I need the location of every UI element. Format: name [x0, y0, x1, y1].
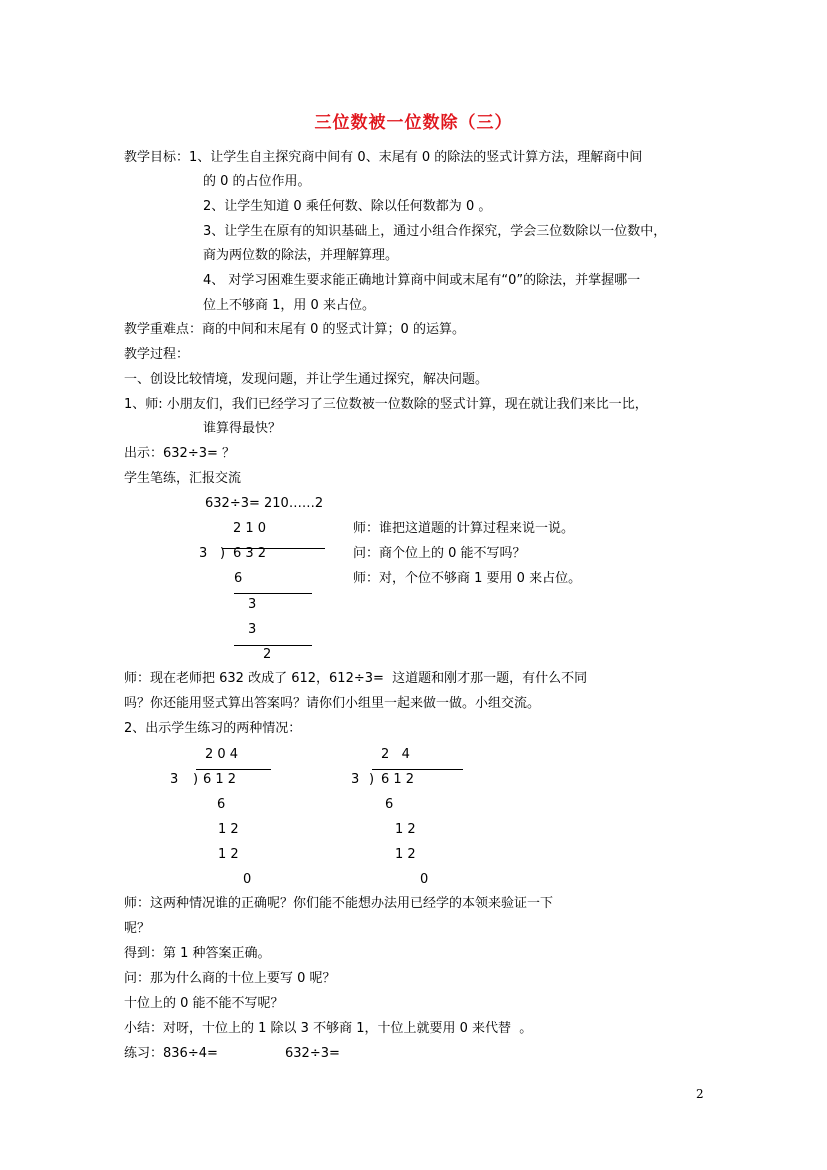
division-3-row-2: 1 2 [395, 822, 416, 837]
division-2-row-1: 6 [217, 797, 226, 812]
section-1-heading: 一、创设比较情境，发现问题，并让学生通过探究，解决问题。 [124, 372, 489, 387]
division-1-quotient: 2 1 0 [233, 521, 267, 536]
division-1-divisor: 3 [199, 546, 208, 561]
equation-1: 632÷3= 210……2 [205, 496, 324, 511]
step-2: 2、出示学生练习的两种情况： [124, 721, 302, 736]
objective-3-cont: 商为两位数的除法，并理解算理。 [203, 248, 399, 263]
division-2-row-2: 1 2 [218, 822, 239, 837]
key-points: 教学重难点：商的中间和末尾有 0 的竖式计算；0 的运算。 [124, 322, 465, 337]
division-3-bar [372, 769, 463, 770]
practice-note: 学生笔练，汇报交流 [124, 471, 242, 486]
objectives-label: 教学目标： [124, 150, 190, 165]
division-1-row-1: 6 [234, 571, 243, 586]
division-2-row-3: 1 2 [218, 847, 239, 862]
division-3-row-1: 6 [385, 797, 394, 812]
division-2-bracket: ) [193, 772, 199, 787]
question-line-2: 十位上的 0 能不能不写呢？ [124, 996, 284, 1011]
division-3-quotient: 2 4 [381, 747, 410, 762]
division-3-remainder: 0 [420, 872, 429, 887]
division-1-remainder: 2 [263, 647, 272, 662]
teacher-question-2: 师：现在老师把 632 改成了 612，612÷3= 这道题和刚才那一题，有什么不同 [124, 671, 588, 686]
division-1-row-3: 3 [248, 622, 257, 637]
document-title: 三位数被一位数除（三） [314, 113, 513, 133]
result-line: 得到：第 1 种答案正确。 [124, 946, 271, 961]
division-3-divisor: 3 [351, 772, 360, 787]
page-number: 2 [696, 1087, 704, 1101]
teacher-question-3: 师：这两种情况谁的正确呢？你们能不能想办法用已经学的本领来验证一下 [124, 896, 554, 911]
teacher-question-2-cont: 吗？你还能用竖式算出答案吗？请你们小组里一起来做一做。小组交流。 [124, 696, 541, 711]
question-line: 问：那为什么商的十位上要写 0 呢？ [124, 971, 336, 986]
show-problem: 出示：632÷3= ？ [124, 446, 236, 461]
summary-line: 小结：对呀，十位上的 1 除以 3 不够商 1，十位上就要用 0 来代替 。 [124, 1021, 533, 1036]
division-2-remainder: 0 [243, 872, 252, 887]
division-3-dividend: 6 1 2 [381, 772, 415, 787]
objectives-line-1 [124, 150, 642, 166]
division-3-bracket: ) [369, 772, 375, 787]
process-label: 教学过程： [124, 347, 190, 362]
division-2-dividend: 6 1 2 [203, 772, 237, 787]
objective-1: 1、让学生自主探究商中间有 0、末尾有 0 的除法的竖式计算方法，理解商中间 [189, 150, 643, 165]
exercise-2: 632÷3= [285, 1046, 340, 1061]
step-1-cont: 谁算得最快？ [203, 421, 282, 436]
teacher-question-3-cont: 呢？ [124, 921, 151, 936]
division-1-line-2 [234, 645, 312, 646]
division-2-quotient: 2 0 4 [205, 747, 239, 762]
side-note-2: 问：商个位上的 0 能不写吗？ [353, 546, 526, 561]
division-3-row-3: 1 2 [395, 847, 416, 862]
exercise-1: 练习：836÷4= [124, 1046, 218, 1061]
side-note-3: 师：对，个位不够商 1 要用 0 来占位。 [353, 571, 582, 586]
division-1-row-2: 3 [248, 597, 257, 612]
division-2-divisor: 3 [170, 772, 179, 787]
objective-2: 2、让学生知道 0 乘任何数、除以任何数都为 0 。 [203, 199, 492, 214]
division-2-bar [196, 769, 271, 770]
division-1-dividend: 6 3 2 [233, 546, 267, 561]
objective-3: 3、让学生在原有的知识基础上，通过小组合作探究，学会三位数除以一位数中， [203, 224, 667, 239]
division-1-line-1 [234, 593, 312, 594]
step-1: 1、师: 小朋友们，我们已经学习了三位数被一位数除的竖式计算，现在就让我们来比一比， [124, 397, 648, 412]
objective-4-cont: 位上不够商 1，用 0 来占位。 [203, 298, 375, 313]
objective-1-cont: 的 0 的占位作用。 [203, 174, 311, 189]
objective-4: 4、 对学习困难生要求能正确地计算商中间或末尾有“0”的除法，并掌握哪一 [203, 273, 641, 288]
side-note-1: 师：谁把这道题的计算过程来说一说。 [353, 521, 575, 536]
division-1-bracket: ) [220, 546, 226, 561]
